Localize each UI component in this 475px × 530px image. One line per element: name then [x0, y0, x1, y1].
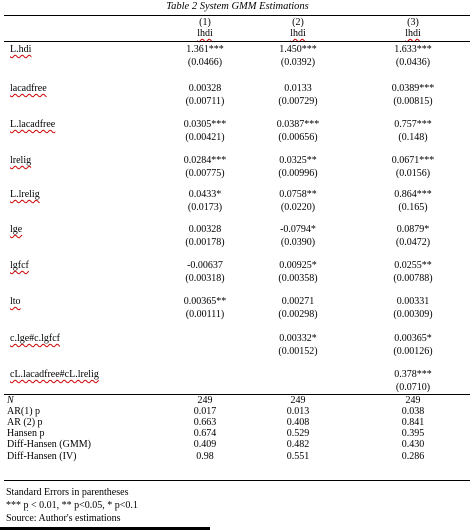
row-label: lge [10, 224, 23, 235]
stat-label: N [7, 395, 14, 406]
table-title: Table 2 System GMM Estimations [166, 1, 309, 12]
stat-value: 0.038 [401, 406, 425, 417]
row-label: lgfcf [10, 260, 29, 271]
col-1-dependent: lhdi [197, 28, 213, 39]
coef-cell: 0.0758** [279, 189, 317, 200]
se-cell: (0.00788) [393, 273, 433, 284]
col-2-dependent: lhdi [290, 28, 306, 39]
se-cell: (0.00358) [278, 273, 318, 284]
se-cell: (0.0390) [280, 237, 316, 248]
stat-value: 0.013 [286, 406, 310, 417]
stat-value: 0.551 [286, 451, 310, 462]
se-cell: (0.0392) [280, 57, 316, 68]
coef-cell: 0.00328 [188, 224, 222, 235]
se-cell: (0.00309) [393, 309, 433, 320]
row-label: lrelig [10, 155, 32, 166]
coef-cell: -0.0794* [280, 224, 316, 235]
stat-value: 249 [405, 395, 421, 406]
coef-cell: 0.0255** [394, 260, 432, 271]
coef-cell: 0.378*** [394, 369, 432, 380]
se-cell: (0.00178) [185, 237, 225, 248]
stat-value: 249 [197, 395, 213, 406]
stat-label: Diff-Hansen (IV) [7, 451, 77, 462]
stat-value: 0.663 [193, 417, 217, 428]
coef-cell: 0.0387*** [276, 119, 320, 130]
se-cell: (0.0466) [187, 57, 223, 68]
coef-cell: 1.361*** [186, 44, 224, 55]
col-3-number: (3) [407, 17, 419, 28]
se-cell: (0.0710) [395, 382, 431, 393]
top-rule [4, 15, 470, 16]
se-cell: (0.0173) [187, 202, 223, 213]
se-cell: (0.0220) [280, 202, 316, 213]
se-cell: (0.00711) [185, 96, 225, 107]
coef-cell: 0.00365* [394, 333, 432, 344]
stat-value: 0.674 [193, 428, 217, 439]
stat-value: 0.841 [401, 417, 425, 428]
note-source: Source: Author's estimations [6, 513, 121, 524]
se-cell: (0.00656) [278, 132, 318, 143]
se-cell: (0.0472) [395, 237, 431, 248]
stat-label: Hansen p [7, 428, 45, 439]
stat-value: 0.395 [401, 428, 425, 439]
row-label: L.lrelig [10, 189, 40, 200]
coef-cell: 0.757*** [394, 119, 432, 130]
coef-cell: 0.864*** [394, 189, 432, 200]
row-label: lto [10, 296, 21, 307]
stat-value: 0.408 [286, 417, 310, 428]
row-label: lacadfree [10, 83, 47, 94]
stat-value: 0.430 [401, 439, 425, 450]
coef-cell: 0.00332* [279, 333, 317, 344]
coef-cell: 0.0305*** [183, 119, 227, 130]
col-3-dependent: lhdi [405, 28, 421, 39]
coef-cell: 0.0325** [279, 155, 317, 166]
stat-value: 0.286 [401, 451, 425, 462]
stat-label: AR(1) p [7, 406, 41, 417]
se-cell: (0.00318) [185, 273, 225, 284]
stat-value: 249 [290, 395, 306, 406]
coef-cell: 0.0671*** [391, 155, 435, 166]
stat-value: 0.482 [286, 439, 310, 450]
row-label: L.lacadfree [10, 119, 56, 130]
se-cell: (0.00126) [393, 346, 433, 357]
note-sig-rest: < 0.01, ** p<0.05, * p<0.1 [28, 500, 138, 511]
se-cell: (0.00298) [278, 309, 318, 320]
row-label: cL.lacadfree#cL.lrelig [10, 369, 99, 380]
coef-cell: 0.0389*** [391, 83, 435, 94]
se-cell: (0.165) [398, 202, 428, 213]
header-rule [4, 41, 470, 42]
col-1-number: (1) [199, 17, 211, 28]
coef-cell: 0.0133 [284, 83, 312, 94]
note-sig-prefix: *** [6, 500, 24, 511]
row-label: L.hdi [10, 44, 32, 55]
stat-value: 0.017 [193, 406, 217, 417]
stat-value: 0.98 [196, 451, 214, 462]
stat-label: Diff-Hansen (GMM) [7, 439, 91, 450]
bottom-rule [4, 480, 470, 481]
coef-cell: 0.0433* [188, 189, 222, 200]
se-cell: (0.00815) [393, 96, 433, 107]
note-sig-p: p [23, 500, 29, 511]
coef-cell: 0.00365** [183, 296, 227, 307]
coef-cell: 0.00328 [188, 83, 222, 94]
row-label: c.lge#c.lgfcf [10, 333, 60, 344]
coef-cell: 0.0879* [396, 224, 430, 235]
note-standard-errors: Standard Errors in parentheses [6, 487, 129, 498]
se-cell: (0.00421) [185, 132, 225, 143]
coef-cell: 0.0284*** [183, 155, 227, 166]
coef-cell: -0.00637 [187, 260, 223, 271]
stat-label: AR (2) p [7, 417, 43, 428]
se-cell: (0.00775) [185, 168, 225, 179]
coef-cell: 0.00271 [281, 296, 315, 307]
coef-cell: 1.633*** [394, 44, 432, 55]
coef-cell: 0.00925* [279, 260, 317, 271]
stat-value: 0.409 [193, 439, 217, 450]
se-cell: (0.00152) [278, 346, 318, 357]
coef-cell: 1.450*** [279, 44, 317, 55]
se-cell: (0.00111) [185, 309, 225, 320]
note-significance [6, 500, 138, 511]
col-2-number: (2) [292, 17, 304, 28]
se-cell: (0.0156) [395, 168, 431, 179]
coef-cell: 0.00331 [396, 296, 430, 307]
se-cell: (0.0436) [395, 57, 431, 68]
se-cell: (0.148) [398, 132, 428, 143]
se-cell: (0.00996) [278, 168, 318, 179]
se-cell: (0.00729) [278, 96, 318, 107]
stat-value: 0.529 [286, 428, 310, 439]
